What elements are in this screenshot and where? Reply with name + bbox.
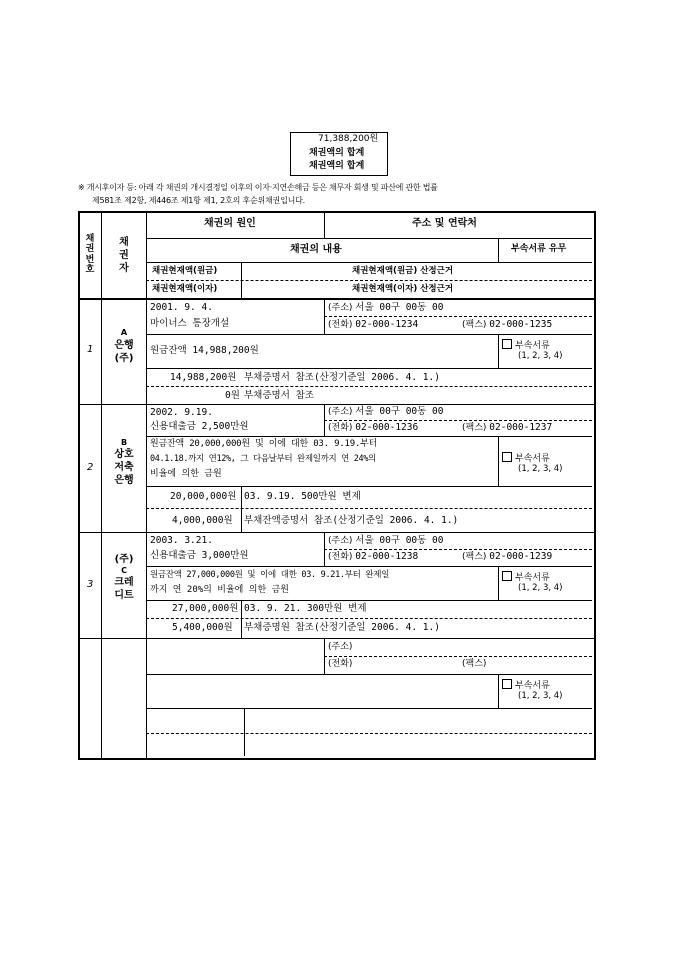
row1-fax: (팩스) 02-000-1235 (462, 319, 553, 330)
row2-content-1: 원금잔액 20,000,000원 및 이에 대한 03. 9.19.부터 (150, 439, 378, 449)
row3-content-1: 원금잔액 27,000,000원 및 이에 대한 03. 9.21.부터 완제일 (150, 570, 390, 580)
row1-cause-desc: 마이너스 통장개설 (150, 318, 230, 329)
row1-number: 1 (87, 344, 94, 355)
row4-addr-mid (324, 656, 592, 657)
row3-attach-items: (1, 2, 3, 4) (518, 583, 563, 593)
header-bottom-line (78, 298, 594, 300)
row2-creditor: B 상호 저축 은행 (114, 438, 134, 487)
row3-line-b (146, 600, 592, 601)
row1-creditor: A 은행 (주) (114, 328, 134, 365)
row4-line-b (146, 708, 592, 709)
row2-interest: 4,000,000원 (172, 515, 233, 526)
header-attachments: 부속서류 유무 (511, 244, 567, 254)
summary-label-1: 채권액의 합계 (309, 148, 365, 158)
header-line-1 (146, 238, 592, 239)
row3-fax: (팩스) 02-000-1239 (462, 551, 553, 562)
row4-basis-divider (244, 708, 245, 756)
header-principal-amount: 채권현재액(원금) (152, 266, 218, 276)
note-line-1: ※ 개시후이자 등: 아래 각 채권의 개시결정일 이후의 이자·지연손해금 등은 채무자 회생 및 파산에 관한 법률 (78, 183, 438, 192)
summary-label-2: 채권액의 합계 (309, 161, 365, 171)
row1-line-a (146, 334, 592, 335)
row3-principal-basis: 03. 9. 21. 300만원 변제 (244, 603, 367, 614)
col-divider-number (101, 211, 102, 758)
row2-phone: (전화) 02-000-1236 (328, 422, 419, 433)
row1-cause-date: 2001. 9. 4. (150, 302, 213, 313)
row1-phone: (전화) 02-000-1234 (328, 319, 419, 330)
checkbox-icon (502, 571, 512, 581)
row3-attach-checkbox[interactable]: 부속서류 (502, 571, 550, 583)
row4-attach-checkbox[interactable]: 부속서류 (502, 679, 550, 691)
note-line-2: 제581조 제2항, 제446조 제1항 제1, 2호의 후순위채권입니다. (92, 196, 306, 205)
row3-attach-divider (498, 566, 499, 600)
checkbox-icon (502, 339, 512, 349)
row2-addr-mid (324, 420, 592, 421)
header-interest-basis: 채권현재액(이자) 산정근거 (352, 284, 454, 294)
row3-principal: 27,000,000원 (172, 603, 239, 614)
row1-addr-mid (324, 316, 592, 317)
row1-attach-divider (498, 334, 499, 368)
row4-address: (주소) (328, 642, 353, 652)
row3-line-c (146, 618, 592, 619)
row2-basis-divider (241, 486, 242, 532)
row2-fax: (팩스) 02-000-1237 (462, 422, 553, 433)
checkbox-icon (502, 452, 512, 462)
header-address-contact: 주소 및 연락처 (412, 218, 477, 229)
row2-content-3: 비율에 의한 금원 (150, 469, 222, 479)
row2-bottom (78, 532, 594, 533)
row1-interest: 0원 (225, 390, 240, 401)
row2-principal: 20,000,000원 (170, 491, 237, 502)
row3-content-2: 까지 연 20%의 비율에 의한 금원 (150, 585, 289, 595)
row2-content-2: 04.1.18.까지 연12%, 그 다음날부터 완제일까지 연 24%의 (150, 454, 376, 464)
row3-line-a (146, 566, 592, 567)
row1-bottom (78, 404, 594, 405)
row4-line-c (146, 733, 592, 734)
row3-number: 3 (87, 579, 94, 590)
row4-fax: (팩스) (462, 659, 487, 669)
col-divider-address (324, 211, 325, 238)
row3-creditor: (주) C 크레 디트 (114, 554, 134, 602)
header-content: 채권의 내용 (290, 244, 342, 255)
row2-attach-divider (498, 436, 499, 486)
row4-phone: (전화) (328, 659, 353, 669)
row4-line-a (146, 674, 592, 675)
row3-interest-basis: 부채증명원 참조(산정기준일 2006. 4. 1.) (244, 622, 440, 633)
row1-content: 원금잔액 14,988,200원 (150, 345, 259, 356)
row4-attach-divider (498, 674, 499, 708)
row1-address: (주소) 서울 00구 00동 00 (328, 302, 444, 313)
row2-number: 2 (87, 462, 94, 473)
row3-basis-divider (241, 600, 242, 638)
header-line-2 (146, 262, 592, 263)
summary-amount: 71,388,200원 (318, 134, 379, 144)
row2-interest-basis: 부채잔액증명서 참조(산정기준일 2006. 4. 1.) (244, 515, 459, 526)
row2-principal-basis: 03. 9.19. 500만원 변제 (244, 491, 361, 502)
row3-bottom (78, 638, 594, 639)
header-interest-amount: 채권현재액(이자) (152, 284, 218, 294)
row3-address: (주소) 서울 00구 00동 00 (328, 535, 444, 546)
header-creditor: 채 권 자 (119, 237, 129, 274)
checkbox-icon (502, 679, 512, 689)
row2-line-a (146, 436, 592, 437)
header-line-3 (146, 280, 592, 281)
header-number: 채 권 번 호 (85, 234, 95, 276)
header-cause: 채권의 원인 (204, 218, 256, 229)
row2-line-c (146, 508, 592, 509)
row2-cause-desc: 신용대출금 2,500만원 (150, 421, 249, 432)
row4-attach-items: (1, 2, 3, 4) (518, 691, 563, 701)
row1-interest-basis: 부채증명서 참조 (244, 390, 314, 401)
row3-cause-date: 2003. 3.21. (150, 535, 213, 546)
row2-attach-items: (1, 2, 3, 4) (518, 464, 563, 474)
row1-attach-items: (1, 2, 3, 4) (518, 351, 563, 361)
row3-cause-desc: 신용대출금 3,000만원 (150, 550, 249, 561)
row1-line-c (146, 386, 592, 387)
header-principal-basis: 채권현재액(원금) 산정근거 (352, 266, 454, 276)
row2-address: (주소) 서울 00구 00동 00 (328, 406, 444, 417)
row1-principal: 14,988,200원 (170, 372, 237, 383)
row3-addr-mid (324, 549, 592, 550)
row1-principal-basis: 부채증명서 참조(산정기준일 2006. 4. 1.) (244, 372, 440, 383)
row2-line-b (146, 486, 592, 487)
row2-cause-date: 2002. 9.19. (150, 407, 213, 418)
row2-attach-checkbox[interactable]: 부속서류 (502, 452, 550, 464)
row3-phone: (전화) 02-000-1238 (328, 551, 419, 562)
col-divider-creditor (146, 211, 147, 758)
row3-interest: 5,400,000원 (172, 622, 233, 633)
row1-line-b (146, 368, 592, 369)
col-divider-attach-header (498, 238, 499, 262)
row1-attach-checkbox[interactable]: 부속서류 (502, 339, 550, 351)
